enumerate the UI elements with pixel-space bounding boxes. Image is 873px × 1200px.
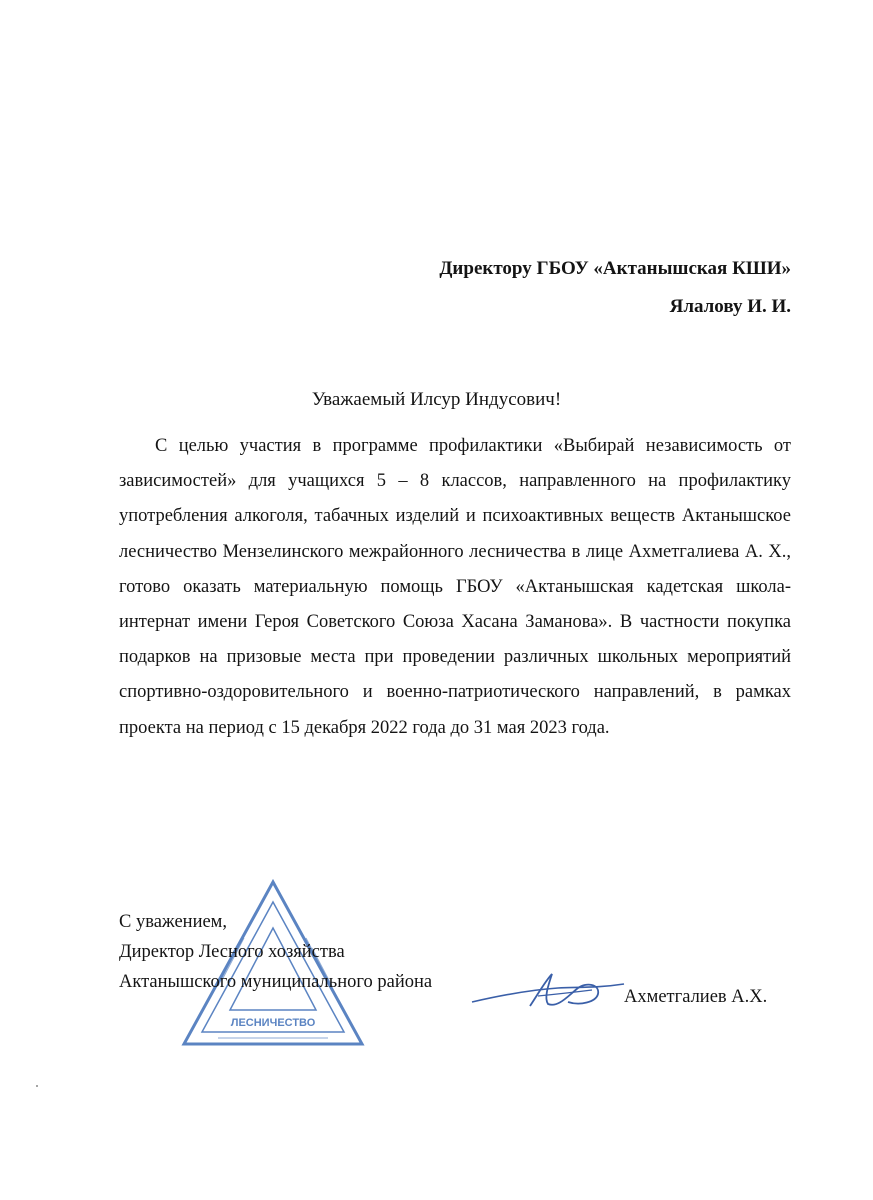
closing-line-2: Директор Лесного хозяйства xyxy=(119,942,345,962)
scan-speck xyxy=(36,1085,38,1087)
signer-name: Ахметгалиев А.Х. xyxy=(624,987,768,1007)
closing-line-3: Актанышского муниципального района xyxy=(119,972,433,992)
handwritten-signature xyxy=(468,966,628,1016)
stamp-text: ЛЕСНИЧЕСТВО xyxy=(230,1017,316,1029)
letter-body: С целью участия в программе профилактики «Выбирай независимость от зависимостей» для учащихся 5 – 8 классов, направленного на профилактику употребления алкоголя, табачных изделий и психоактивных веществ Актанышское лесничество Мензелинского межрайонного лесничества в лице Ахметгалиева А. Х., готово оказать материальную помощь ГБОУ «Актанышская кадетская школа-интернат имени Героя Советского Союза Хасана Заманова». В частности покупка подарков на призовые места при проведении различных школьных мероприятий спортивно-оздоровительного и военно-патриотического направлений, в рамках проекта на период с 15 декабря 2022 года до 31 мая 2023 года. xyxy=(119,436,791,738)
salutation: Уважаемый Илсур Индусович! xyxy=(311,389,562,410)
closing-line-1: С уважением, xyxy=(119,912,228,932)
addressee-line-2: Ялалову И. И. xyxy=(669,296,791,317)
closing-block xyxy=(119,907,432,997)
addressee-line-1: Директору ГБОУ «Актанышская КШИ» xyxy=(439,258,791,279)
addressee-block xyxy=(439,250,791,326)
